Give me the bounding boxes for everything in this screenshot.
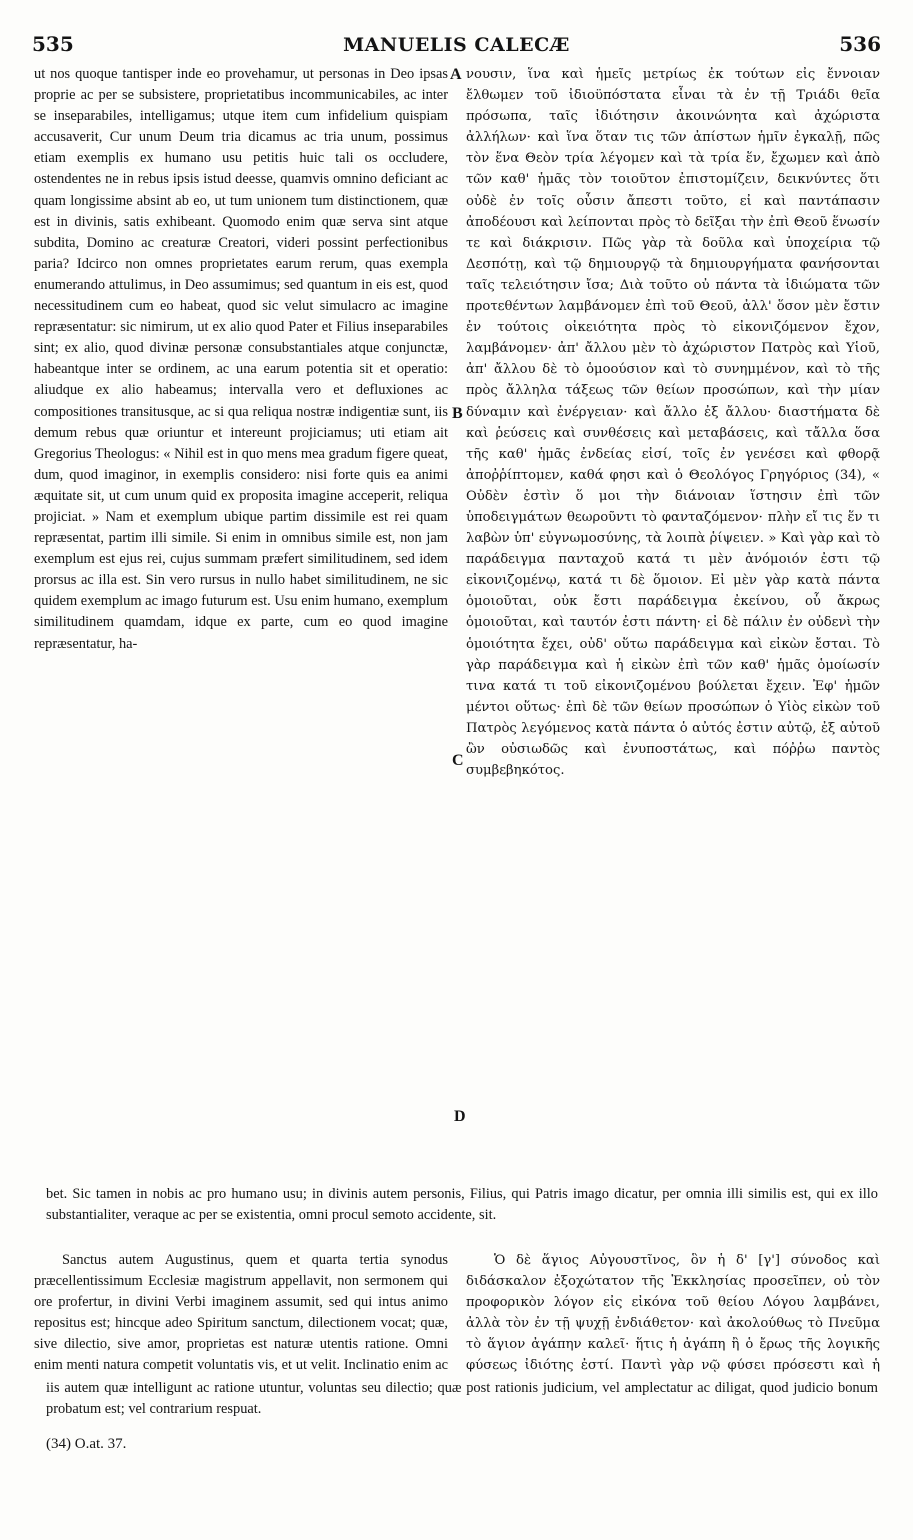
page-number-right: 536: [839, 32, 881, 56]
full-width-text-2: [46, 1378, 878, 1422]
running-title: MANUELIS CALECÆ: [343, 34, 570, 56]
margin-mark-d: D: [454, 1108, 466, 1125]
full-width-text-1: [46, 1184, 878, 1248]
greek-text-1: νουσιν, ἵνα καὶ ἡμεῖς μετρίως ἐκ τούτων εἰς ἔννοιαν ἔλθωμεν τοῦ ἰδιοϋπόστατα εἶναι τὰ ἐν τῇ Τριάδι θεῖα πρόσωπα, ταῖς ἰδιότησιν ἀκοινώνητα καὶ ἀχώριστα ἀλλήλων· καὶ ἵνα ὅταν τις τῶν ἀπίστων ἡμῖν ἐγκαλῇ, πῶς τὸν ἕνα Θεὸν τρία λέγομεν καὶ τὰ τρία ἕν, ἔχωμεν καὶ ἀπὸ τῶν καθ' ἡμᾶς τὸν τοιοῦτον ἐπιστομίζειν, δεικνύντες ὅτι οὐδὲ ἐν τοῖς οὖσιν ἄπεστι τοῦτο, εἰ καὶ παντάπασιν ἀποδέουσι καὶ λείπονται πρὸς τὸ δεῖξαι τὴν ἐπὶ Θεοῦ ἕνωσίν τε καὶ διάκρισιν. Πῶς γὰρ τὰ δοῦλα καὶ ὑποχείρια τῷ Δεσπότῃ, καὶ τῷ δημιουργῷ τὰ δημιουργήματα φανήσονται ταῖς τελειότησιν ἴσα; Διὰ τοῦτο οὐ πάντα τὰ ἰδιώματα τῶν προτεθέντων λαμβάνομεν ἐπὶ τοῦ Θεοῦ, ἀλλ' ὅσον μὲν ἔστιν ἐν τούτοις οἰκειότητα πρὸς τὸ εἰκονιζόμενον ἔχον, λαμβάνομεν· ἀπ' ἄλλου μὲν τὸ ἀχώριστον Πατρὸς καὶ Υἱοῦ, ἀπ' ἄλλου δὲ τὸ ὁμοούσιον καὶ τὸ συνημμένον, καὶ τὸ τῆς πρὸς ἄλληλα τάξεως τῶν θείων προσώπων, καὶ τὴν μίαν δύναμιν καὶ ἐνέργειαν· καὶ ἄλλο ἐξ ἄλλου· διαστήματα δὲ καὶ ῥεύσεις καὶ συνθέσεις καὶ μεταβάσεις, καὶ τἄλλα ὅσα τῆς καθ' ἡμᾶς ἐνδείας εἰσί, τοῖς ἐν γενέσει καὶ φθορᾷ ἀποῤῥίπτομεν, καθά φησι καὶ ὁ Θεολόγος Γρηγόριος (34), « Οὐδὲν ἐστὶν ὅ μοι τὴν διάνοιαν ἵστησιν ἐπὶ τῶν ὑποδειγμάτων θεωροῦντι τὸ φανταζόμενον· πλὴν εἴ τις ἕν τι λαβὼν ὑπ' εὐγνωμοσύνης, τὰ λοιπὰ ῥίψειεν. » Καὶ γὰρ καὶ τὸ παράδειγμα πανταχοῦ κατά τι μὲν ἀνόμοιόν ἐστι τῷ εἰκονιζομένῳ, κατά τι δὲ ὅμοιον. Εἰ μὲν γὰρ κατὰ πάντα ὁμοιοῦται, οὐκ ἔστι παράδειγμα ἐκείνου, οὗ ἄκρως ὁμοιοῦται, καὶ ταυτόν ἐστι πάντη· εἰ δὲ πάλιν ἐν οὐδενὶ τὴν ὁμοιότητα ἔχει, οὐδ' οὕτω παράδειγμα καὶ εἰκὼν ἔσται. Τὸ γὰρ παράδειγμα καὶ ἡ εἰκὼν ἐπὶ τῶν καθ' ἡμᾶς ὁμοίωσίν τινα κατά τι τοῦ εἰκονιζομένου βούλεται ἔχειν. Ἐφ' ἡμῶν μέντοι οὕτως· ἐπὶ δὲ τῶν θείων προσώπων ὁ Υἱὸς εἰκὼν τοῦ Πατρὸς λεγόμενος κατὰ πάντα ὁ αὐτός ἐστιν αὐτῷ, ἐξ αὐτοῦ ὢν οὐσιωδῶς καὶ ἐνυποστάτως, καὶ πόῤῥω παντὸς συμβεβηκότος.: [466, 67, 880, 779]
full-text-2: iis autem quæ intelligunt ac ratione utuntur, voluntas seu dilectio; quæ post rationis judicium, vel amplectatur ac diligat, quod judicio bonum probatum est; vel contrarium respuat.: [46, 1380, 878, 1418]
greek-text-2: Ὁ δὲ ἅγιος Αὐγουστῖνος, ὃν ἡ δ' [γ'] σύνοδος καὶ διδάσκαλον ἐξοχώτατον τῆς Ἐκκλησίας προσεῖπεν, οὐ τὸν προφορικὸν λόγον εἰς εἰκόνα τοῦ θείου Λόγου λαμβάνει, ἀλλὰ τὸν ἐν τῇ ψυχῇ ἐνδιάθετον· καὶ ἀκολούθως τὸ Πνεῦμα τὸ ἅγιον ἀγάπην καλεῖ· ἥτις ἡ ἀγάπη ἢ ὁ ἔρως τῆς λογικῆς φύσεως ἰδιότης ἐστί. Παντὶ γὰρ νῷ φύσει πρόσεστι καὶ ἡ: [466, 1253, 880, 1374]
full-text-1: bet. Sic tamen in nobis ac pro humano usu; in divinis autem personis, Filius, qui Patris imago dicatur, per omnia illi similis est, qui ex illo substantialiter, veraque ac per se existentia, omni procul semoto accidente, sit.: [46, 1186, 878, 1224]
latin-column-1: [34, 64, 448, 1182]
margin-mark-c: C: [452, 752, 464, 769]
latin-text-2: Sanctus autem Augustinus, quem et quarta tertia synodus præcellentissimum Ecclesiæ magistrum appellavit, non sermonem qui ore profertur, in divini Verbi imaginem assumit, sed qui intus animo repositus est; hincque adeo Spiritum sanctum, dilectionem vocat; quæ, sive dilectio, sive amor, proprietas est naturæ utentis ratione. Omni enim menti natura competit voluntatis vis, et ut velit. Inclinatio enim ac: [34, 1252, 448, 1374]
margin-mark-a: A: [450, 66, 462, 83]
page-number-left: 535: [32, 32, 74, 56]
latin-column-2: [34, 1250, 448, 1378]
margin-mark-b: B: [452, 405, 463, 422]
greek-column-2: [466, 1250, 880, 1378]
footnote: (34) O.at. 37.: [46, 1436, 127, 1452]
page-header: [30, 32, 883, 62]
latin-text-1: ut nos quoque tantisper inde eo provehamur, ut personas in Deo ipsas proprie ac per se subsistere, proprietatibus incommunicabiles, ac inter se inseparabiles, intelligamus; utque item cum infidelium quispiam accusaverit, Cur unum Deum tria dicamus ac tria unum, possimus etiam exemplis ex humano usu petitis huic tali os occludere, ostendentes ne in rebus ipsis istud deesse, quamvis omnino deficiant ac quam longissime absint ab eo, ut tum unionem tum distinctionem, quæ est in divinis, satis exhibeant. Quomodo enim quæ serva sint atque subdita, Domino ac creaturæ Creatori, videri possint perfectionibus paria? Idcirco non omnes proprietates earum rerum, quas exempla enumerando attulimus, in Deo assumimus; sed quantum in eis est, quod necessitudinem cum eo habeat, quod sic velut simulacro ac imagine repræsentatur: sic nimirum, ut ex alio quod Pater et Filius inseparabiles sint; ex alio, quod divinæ personæ consubstantiales atque conjunctæ, habeantque inter se ordinem, ac una earum potentia sit et operatio: aliudque ex alio habeamus; intervalla vero et defluxiones ac compositiones transitusque, ac si qua reliqua nostræ indigentiæ sunt, iis demum rebus quæ oriuntur et intereunt projiciamus; uti etiam ait Gregorius Theologus: « Nihil est in quo mens mea gradum figere queat, dum, quod imaginor, in exemplis considero: nisi forte quis ea animi æquitate sit, ut cum unum quid ex proposita imagine acceperit, reliqua projiciat. » Nam et exemplum ubique partim dissimile est rei quam repræsentat, partim illi simile. Si enim in omnibus simile est, non jam exemplum est ejus rei, cujus summam præfert similitudinem, sed idem prorsus ac illa est. Sin vero rursus in nullo habet similitudinem, ne sic quidem exemplum ac imago futurum est. Usu enim humano, exemplum similitudinem quamdam, idque ex parte, cum eo quod imagine repræsentatur, ha-: [34, 66, 448, 652]
greek-column-1: [466, 64, 880, 1182]
